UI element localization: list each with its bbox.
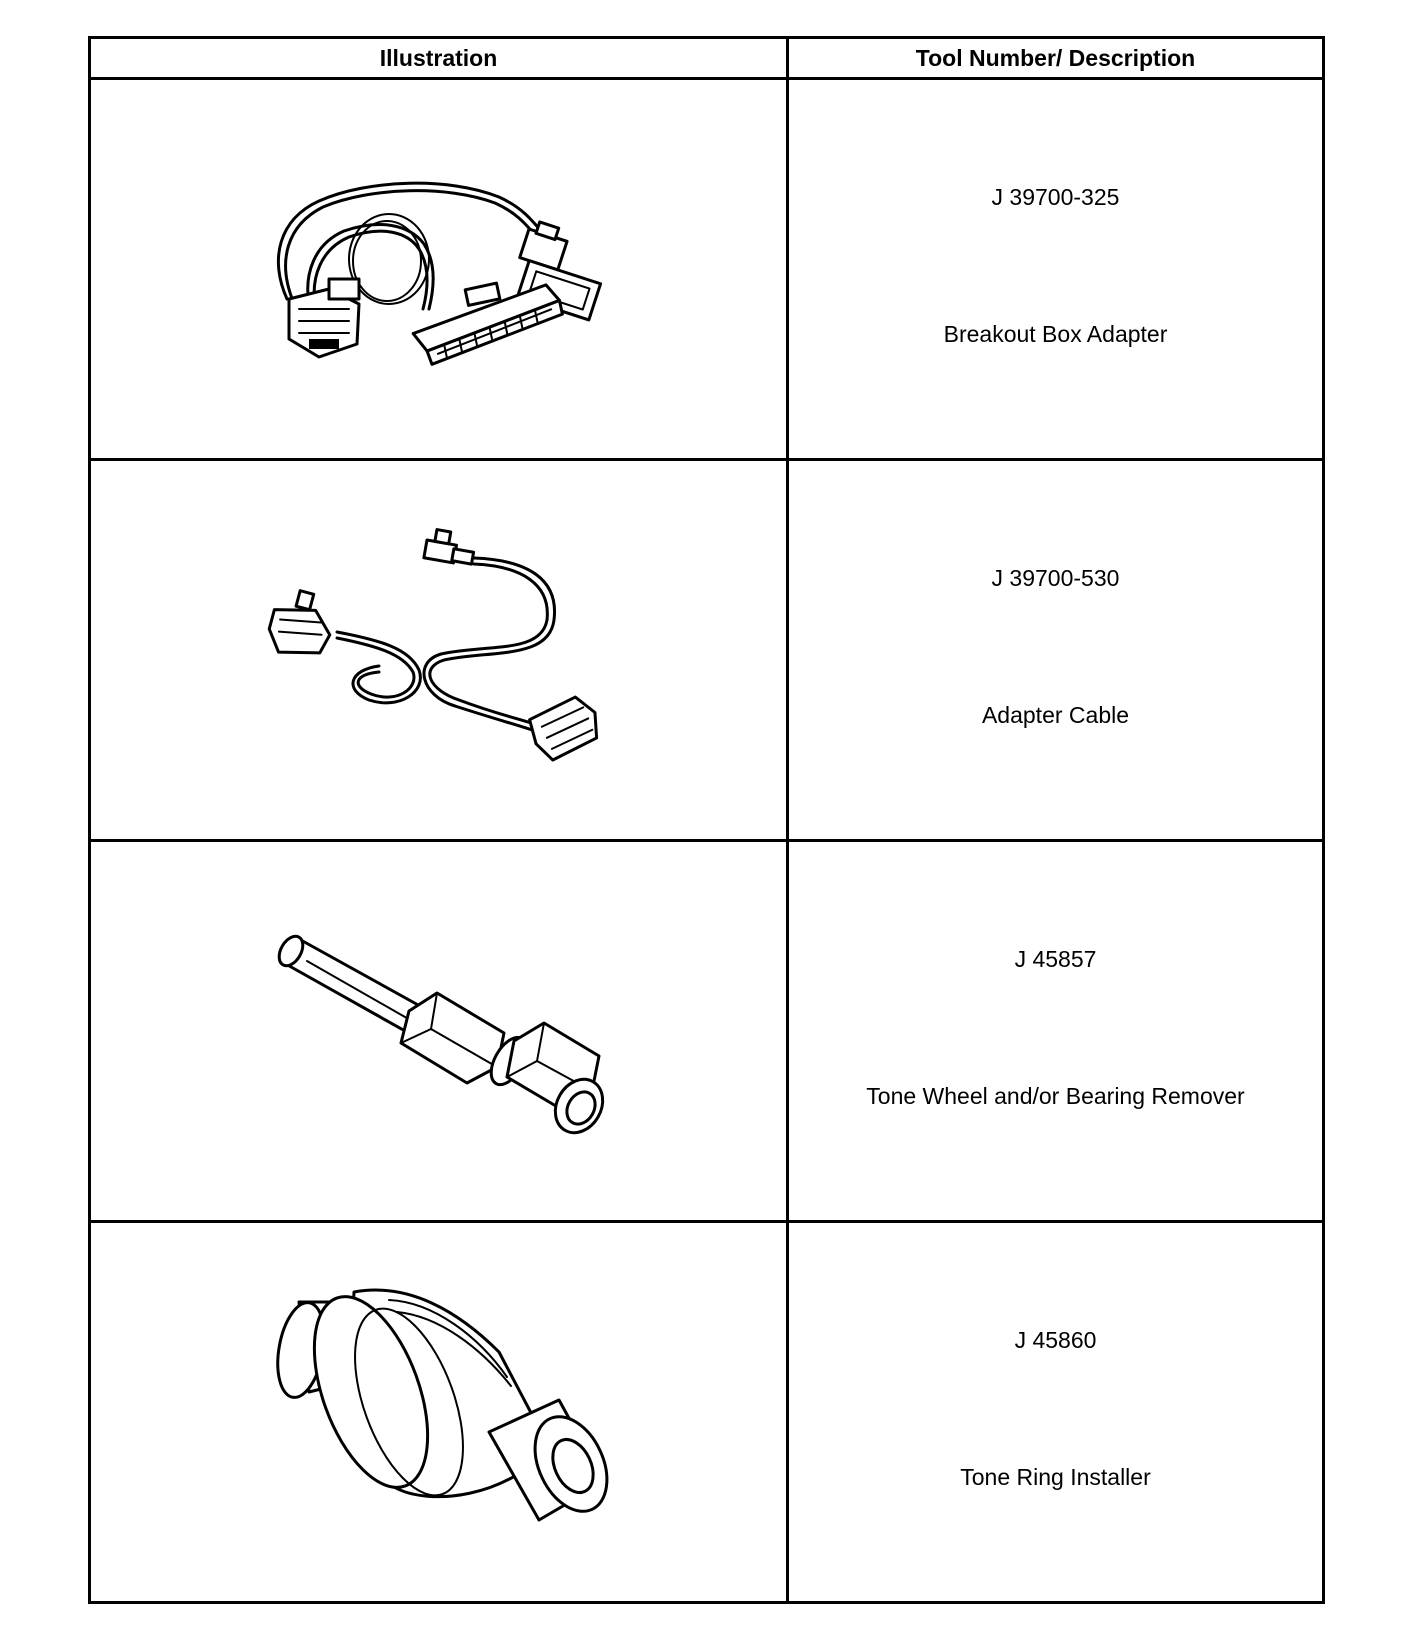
table-row — [90, 1222, 1324, 1603]
description-cell — [788, 1222, 1324, 1603]
adapter-cable-illustration — [259, 520, 619, 780]
table-row — [90, 460, 1324, 841]
illustration-cell — [90, 841, 788, 1222]
tone-wheel-bearing-remover-illustration — [259, 901, 619, 1161]
special-tools-table — [88, 36, 1325, 1604]
header-tool-number-description: Tool Number/ Description — [788, 38, 1324, 79]
table-row — [90, 841, 1324, 1222]
tool-number: J 45857 — [1014, 946, 1097, 972]
table-row — [90, 79, 1324, 460]
tool-description: Breakout Box Adapter — [943, 321, 1168, 347]
table-header-row — [90, 38, 1324, 79]
tool-description: Adapter Cable — [981, 702, 1130, 728]
illustration-cell — [90, 79, 788, 460]
tool-number: J 39700-325 — [991, 184, 1120, 210]
header-illustration: Illustration — [90, 38, 788, 79]
tool-description: Tone Wheel and/or Bearing Remover — [866, 1083, 1245, 1109]
breakout-box-adapter-illustration — [259, 149, 619, 389]
illustration-cell — [90, 1222, 788, 1603]
tool-number: J 45860 — [1014, 1327, 1097, 1353]
tone-ring-installer-illustration — [259, 1282, 619, 1542]
illustration-cell — [90, 460, 788, 841]
description-cell — [788, 841, 1324, 1222]
tool-description: Tone Ring Installer — [960, 1464, 1151, 1490]
description-cell — [788, 460, 1324, 841]
tool-number: J 39700-530 — [991, 565, 1120, 591]
description-cell — [788, 79, 1324, 460]
